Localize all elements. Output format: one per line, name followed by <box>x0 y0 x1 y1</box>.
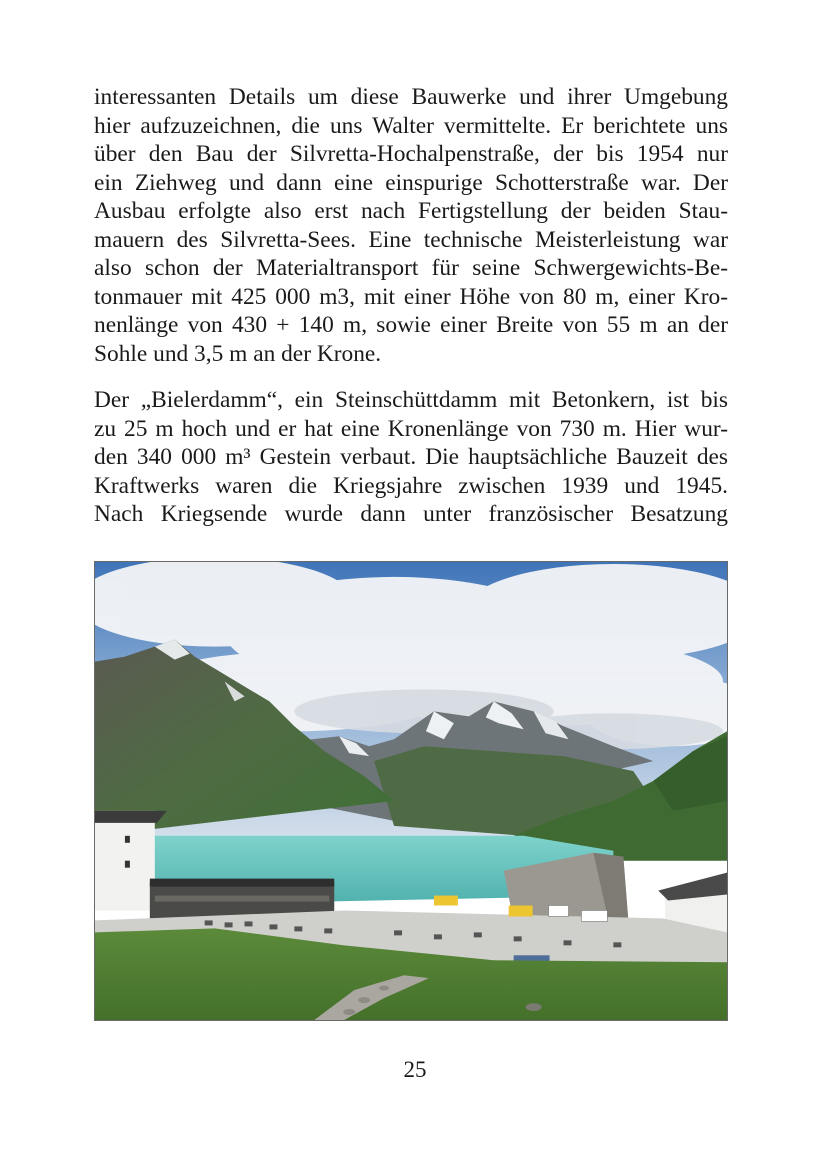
text-line: nenlänge von 430 + 140 m, sowie einer Breite von 55 m an der <box>94 312 728 338</box>
text-line: über den Bau der Silvretta-Hochalpenstraße, der bis 1954 nur <box>94 141 728 167</box>
text-line: den 340 000 m³ Gestein verbaut. Die hauptsächliche Bauzeit des <box>94 444 728 470</box>
paragraph-2 <box>94 386 728 529</box>
text-line: tonmauer mit 425 000 m3, mit einer Höhe von 80 m, einer Kro- <box>94 283 728 310</box>
text-line: also schon der Materialtransport für seine Schwergewichts-Be- <box>94 255 728 281</box>
photo-illustration <box>95 562 727 1020</box>
text-line: zu 25 m hoch und er hat eine Kronenlänge von 730 m. Hier wur- <box>94 415 728 442</box>
text-line: Nach Kriegsende wurde dann unter französischer Besatzung <box>94 501 728 527</box>
page-number: 25 <box>403 1057 427 1082</box>
text-line: mauern des Silvretta-Sees. Eine technische Meisterleistung war <box>94 226 728 253</box>
text-line: ein Ziehweg und dann eine einspurige Schotterstraße war. Der <box>94 169 728 196</box>
text-line: Der „Bielerdamm“, ein Steinschüttdamm mit Betonkern, ist bis <box>94 387 728 413</box>
text-line: Sohle und 3,5 m an der Krone. <box>94 340 382 367</box>
text-line: Kraftwerks waren die Kriegsjahre zwischen 1939 und 1945. <box>94 472 728 499</box>
text-line: interessanten Details um diese Bauwerke und ihrer Umgebung <box>94 84 728 110</box>
text-line: hier aufzuzeichnen, die uns Walter vermittelte. Er berichtete uns <box>94 112 728 139</box>
text-line: Ausbau erfolgte also erst nach Fertigstellung der beiden Stau- <box>94 198 728 224</box>
paragraph-1 <box>94 83 728 368</box>
landscape-photo <box>94 561 728 1021</box>
